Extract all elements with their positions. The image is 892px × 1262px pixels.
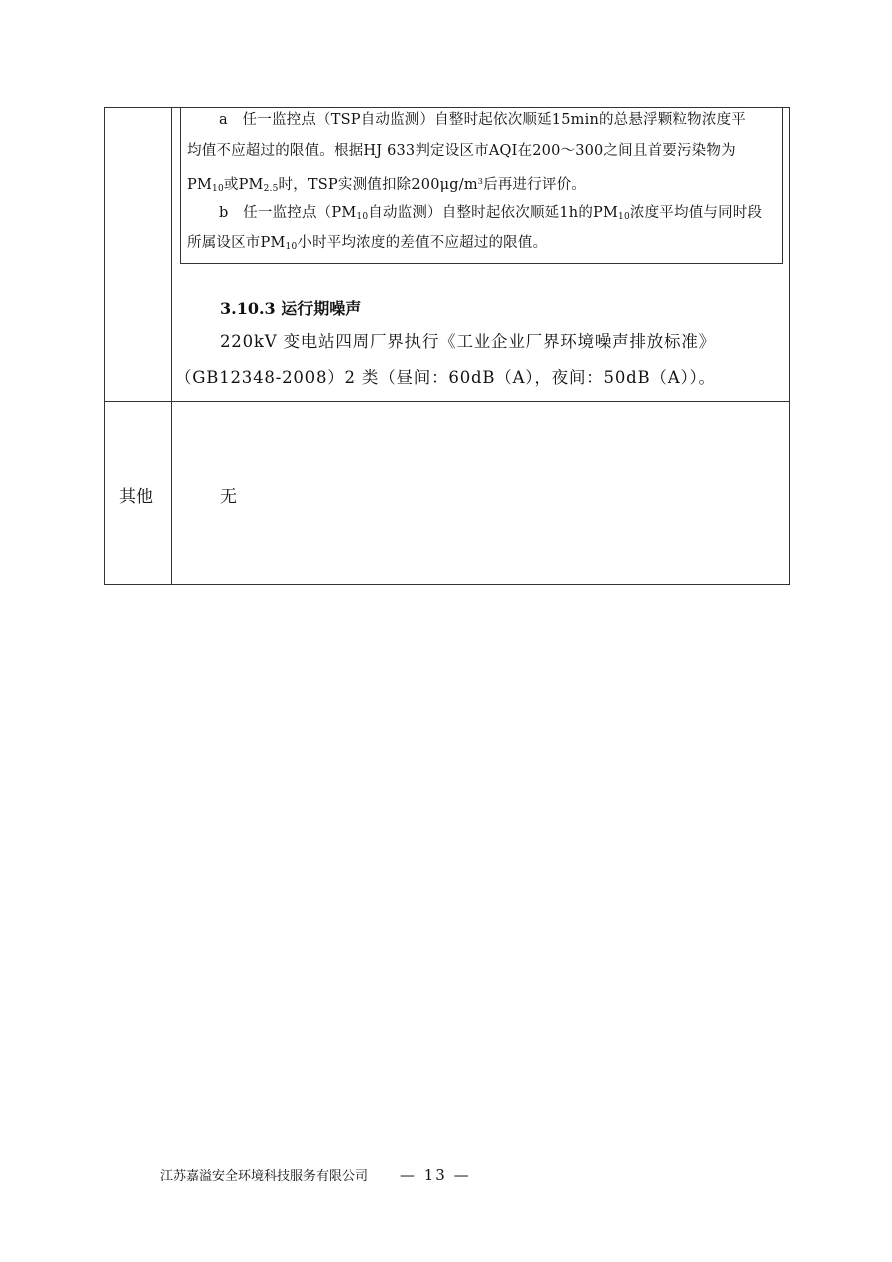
noise-heading: 3.10.3 运行期噪声 [220, 299, 362, 318]
other-value: 无 [220, 487, 237, 507]
noise-line-1: 220kV 变电站四周厂界执行《工业企业厂界环境噪声排放标准》 [220, 332, 716, 351]
standards-table [104, 107, 790, 585]
noise-line-2: （GB12348-2008）2 类（昼间：60dB（A），夜间：50dB（A））。 [175, 368, 716, 387]
criteria-b-line-1: b 任一监控点（$PM_{10}$自动监测）自整时起依次顺延1h的$PM_{10}$浓度平均值与同时段 [219, 205, 763, 222]
criteria-a-line-3: $PM_{10}$或$PM_{2.5}$时，TSP实测值扣除$200\mu g/m^3$后再进行评价。 [187, 177, 586, 194]
criteria-box [180, 107, 783, 264]
column-divider [171, 108, 172, 584]
criteria-a-line-1: a 任一监控点（TSP自动监测）自整时起依次顺延15min的总悬浮颗粒物浓度平 [219, 112, 746, 128]
criteria-a-line-2: 均值不应超过的限值。根据HJ 633判定设区市AQI在200～300之间且首要污染物为 [187, 143, 736, 159]
row-divider [105, 401, 789, 402]
other-label: 其他 [119, 487, 153, 507]
page-number: — 13 — [400, 1166, 471, 1184]
criteria-b-line-2: 所属设区市$PM_{10}$小时平均浓度的差值不应超过的限值。 [187, 235, 548, 252]
footer-company: 江苏嘉溢安全环境科技服务有限公司 [160, 1169, 369, 1184]
